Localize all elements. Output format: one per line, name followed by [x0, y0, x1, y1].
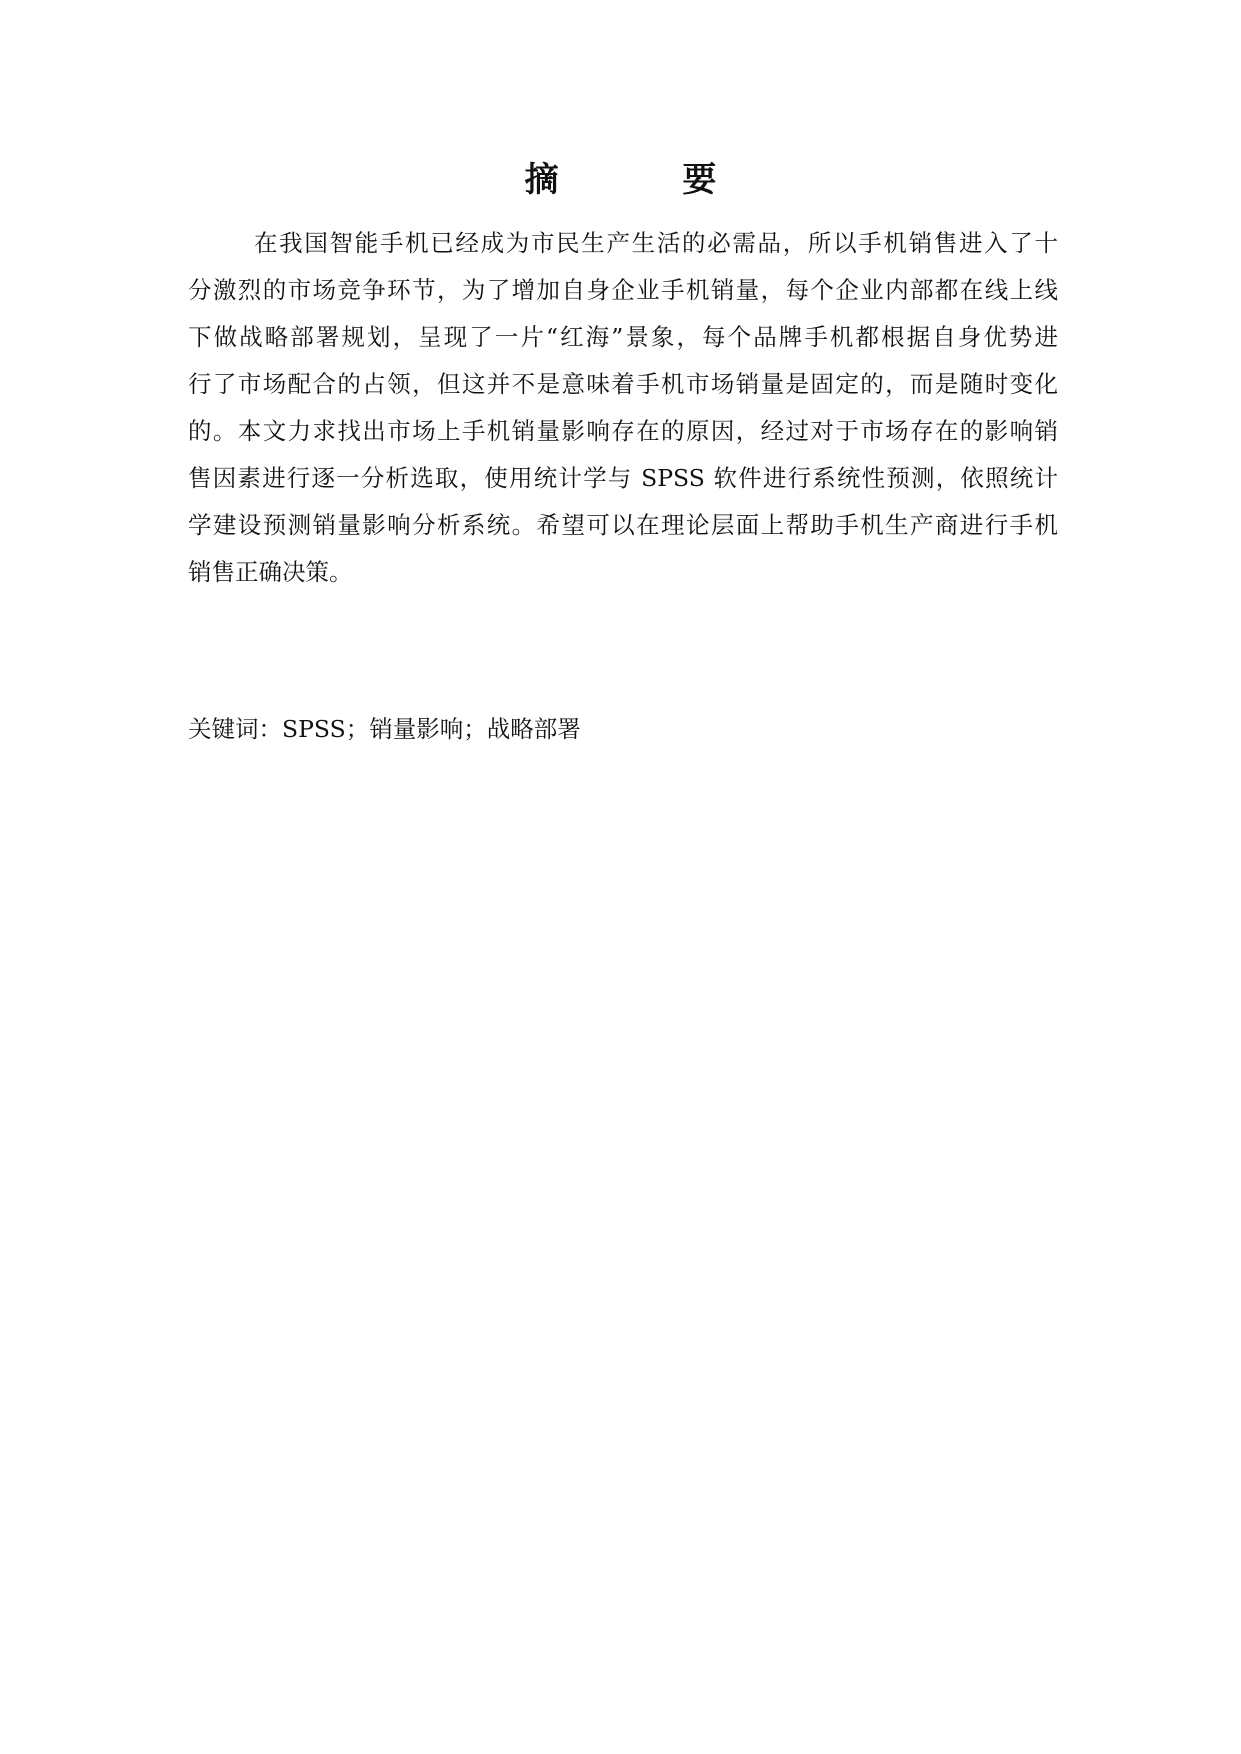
- abstract-line-7: 学建设预测销量影响分析系统。希望可以在理论层面上帮助手机生产商进行手机: [188, 511, 1058, 539]
- abstract-body: [188, 220, 1058, 596]
- abstract-line-2: 分激烈的市场竞争环节，为了增加自身企业手机销量，每个企业内部都在线上线: [188, 276, 1058, 304]
- abstract-line-8: 销售正确决策。: [188, 558, 353, 586]
- keywords-line: 关键词：SPSS；销量影响；战略部署: [188, 715, 581, 743]
- abstract-line-4: 行了市场配合的占领，但这并不是意味着手机市场销量是固定的，而是随时变化: [188, 370, 1058, 398]
- abstract-line-1: 在我国智能手机已经成为市民生产生活的必需品，所以手机销售进入了十: [254, 229, 1058, 257]
- abstract-title: 摘 要: [524, 160, 773, 200]
- abstract-line-5: 的。本文力求找出市场上手机销量影响存在的原因，经过对于市场存在的影响销: [188, 417, 1058, 445]
- abstract-line-6: 售因素进行逐一分析选取，使用统计学与 SPSS 软件进行系统性预测，依照统计: [188, 464, 1058, 492]
- abstract-line-3: 下做战略部署规划，呈现了一片“红海”景象，每个品牌手机都根据自身优势进: [188, 323, 1058, 351]
